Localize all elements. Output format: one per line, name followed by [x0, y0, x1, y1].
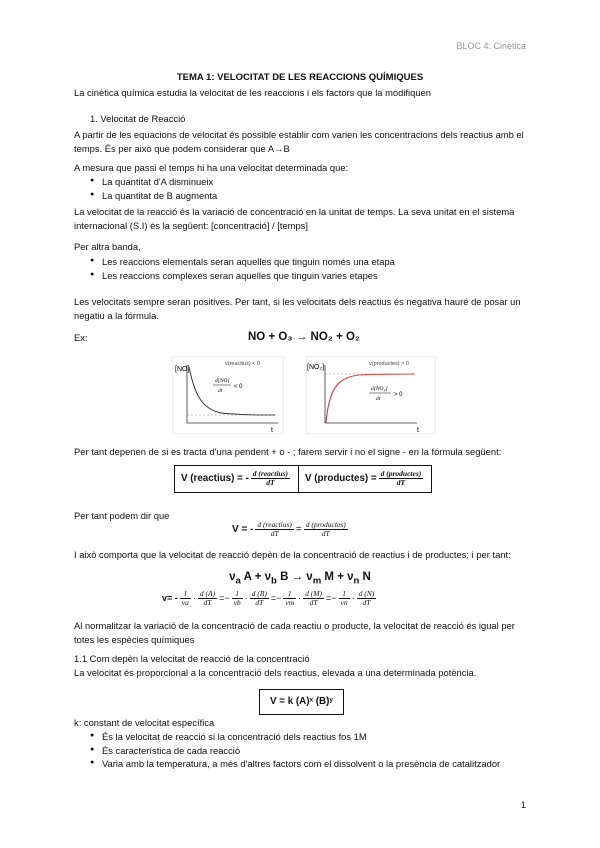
graph-no2-concentration	[306, 356, 436, 434]
example-label: Ex:	[74, 332, 88, 343]
bullet-k-3: ● Varia amb la temperatura, a més d'altres factors com el dissolvent o la presència de catalitzador	[74, 757, 534, 771]
graph2-xlabel: t	[417, 427, 419, 434]
bullet-k-2: ● És característica de cada reacció	[74, 744, 534, 758]
general-reaction: $\nu_a$ $A + \nu_b$ $B \to \nu_m$ $M + \nu_n$ N	[229, 571, 371, 587]
section1-p8: I això comporta que la velocitat de reacció depèn de la concentració de reactius i de productes; i per tant:	[74, 549, 511, 560]
graph1-ylabel: [NO]	[175, 366, 190, 373]
section1-p1: A partir de les equacions de velocitat és possible establir com varien les concentracions dels reactius amb el temps. És per això que podem considerar que A→B	[74, 129, 524, 154]
equality-equation: V = - $\frac{\text{d (reactius)}}{dT}$ = $\frac{\text{d (productes)}}{dT}$	[232, 520, 346, 539]
bullets-reaccions	[74, 255, 534, 282]
section1-p4: Per altra banda,	[74, 241, 141, 252]
page-title: TEMA 1: VELOCITAT DE LES REACCIONS QUÍMIQUES	[176, 72, 424, 83]
section1-p3: La velocitat de la reacció és la variació de concentració en la unitat de temps. La seva unitat en el sistema internacional (S.I) és la següent: [concentració] / [temps]	[74, 206, 515, 231]
section11-p2: k: constant de velocitat específica	[74, 717, 215, 728]
box-reactius-label: V (reactius) = -	[181, 472, 249, 484]
section1-p5: Les velocitats sempre seran positives. Per tant, si les velocitats dels reactius és negativa hauré de posar un negatiu a la fórmula.	[74, 296, 521, 321]
section11-heading: 1.1 Com depèn la velocitat de reacció de la concentració	[74, 653, 310, 664]
graph2-deriv-den: dt	[376, 396, 381, 402]
rate-law-box	[259, 689, 344, 715]
box-productes-label: V (productes) =	[305, 472, 377, 484]
section1-p7: Per tant podem dir que	[74, 510, 170, 521]
frac-reactius: $\frac{\text{d (reactius)}}{dT}$	[252, 469, 289, 488]
normalized-equation: v= - $\frac{1}{va}$ · $\frac{d (A)}{dT}$ =− $\frac{1}{vb}$ · $\frac{d (B)}{dT}$ =− $\frac{1}{vm}$ · $\frac{d (M)}{dT}$ =− $\frac{1}{vn}$ · $\frac{d (N)}{dT}$	[162, 589, 375, 608]
bullets-ab	[74, 175, 534, 202]
section1-heading: 1. Velocitat de Reacció	[90, 113, 186, 124]
graph-no-concentration	[172, 356, 284, 434]
bullet-b: ● La quantitat de B augmenta	[74, 189, 534, 203]
section11-p1: La velocitat és proporcional a la concentració dels reactius, elevada a una determinada potència.	[74, 667, 477, 678]
example-equation: NO + O₃ → NO₂ + O₂	[248, 331, 361, 343]
box-productes	[298, 466, 431, 492]
box-reactius	[175, 466, 298, 492]
graph1-top-label: v(reactius) < 0	[225, 361, 260, 367]
page-number: 1	[520, 800, 526, 810]
frac-productes: $\frac{\text{d (productes)}}{dT}$	[380, 469, 422, 488]
graph2-ylabel: [NO₂]	[307, 364, 325, 371]
bullets-k	[74, 730, 534, 771]
graph2-deriv-num: d[NO₂]	[371, 386, 388, 392]
bullet-k-1: ● És la velocitat de reacció si la concentració dels reactius fos 1M	[74, 730, 534, 744]
intro-paragraph: La cinètica química estudia la velocitat de les reaccions i els factors que la modifiquen	[74, 87, 431, 98]
section1-p2: A mesura que passi el temps hi ha una velocitat determinada que:	[74, 162, 349, 173]
graph1-deriv-num: d[NO]	[215, 378, 230, 384]
bullet-complexes: ● Les reaccions complexes seran aquelles que tinguin varies etapes	[74, 269, 534, 283]
bullet-elementals: ● Les reaccions elementals seran aquelles que tinguin només una etapa	[74, 255, 534, 269]
header-bloc: BLOC 4: Cinètica	[456, 41, 526, 51]
section1-p6: Per tant depenen de si es tracta d'una pendent + o - ; farem servir i no el signe - en la fórmula següent:	[74, 446, 502, 457]
graph2-top-label: v(productes) > 0	[369, 361, 409, 367]
graph1-deriv-rel: < 0	[234, 384, 243, 390]
section1-p9: Al normalitzar la variació de la concentració de cada reactiu o producte, la velocitat de reacció és igual per totes les espècies químiques	[74, 620, 515, 645]
bullet-a: ● La quantitat d'A disminueix	[74, 175, 534, 189]
graph2-deriv-rel: > 0	[394, 392, 403, 398]
rate-law: V = k (A)ˣ (B)ʸ	[270, 696, 333, 707]
graph1-deriv-den: dt	[218, 388, 223, 394]
graph1-xlabel: t	[271, 427, 273, 434]
velocity-formula-box	[174, 465, 432, 493]
